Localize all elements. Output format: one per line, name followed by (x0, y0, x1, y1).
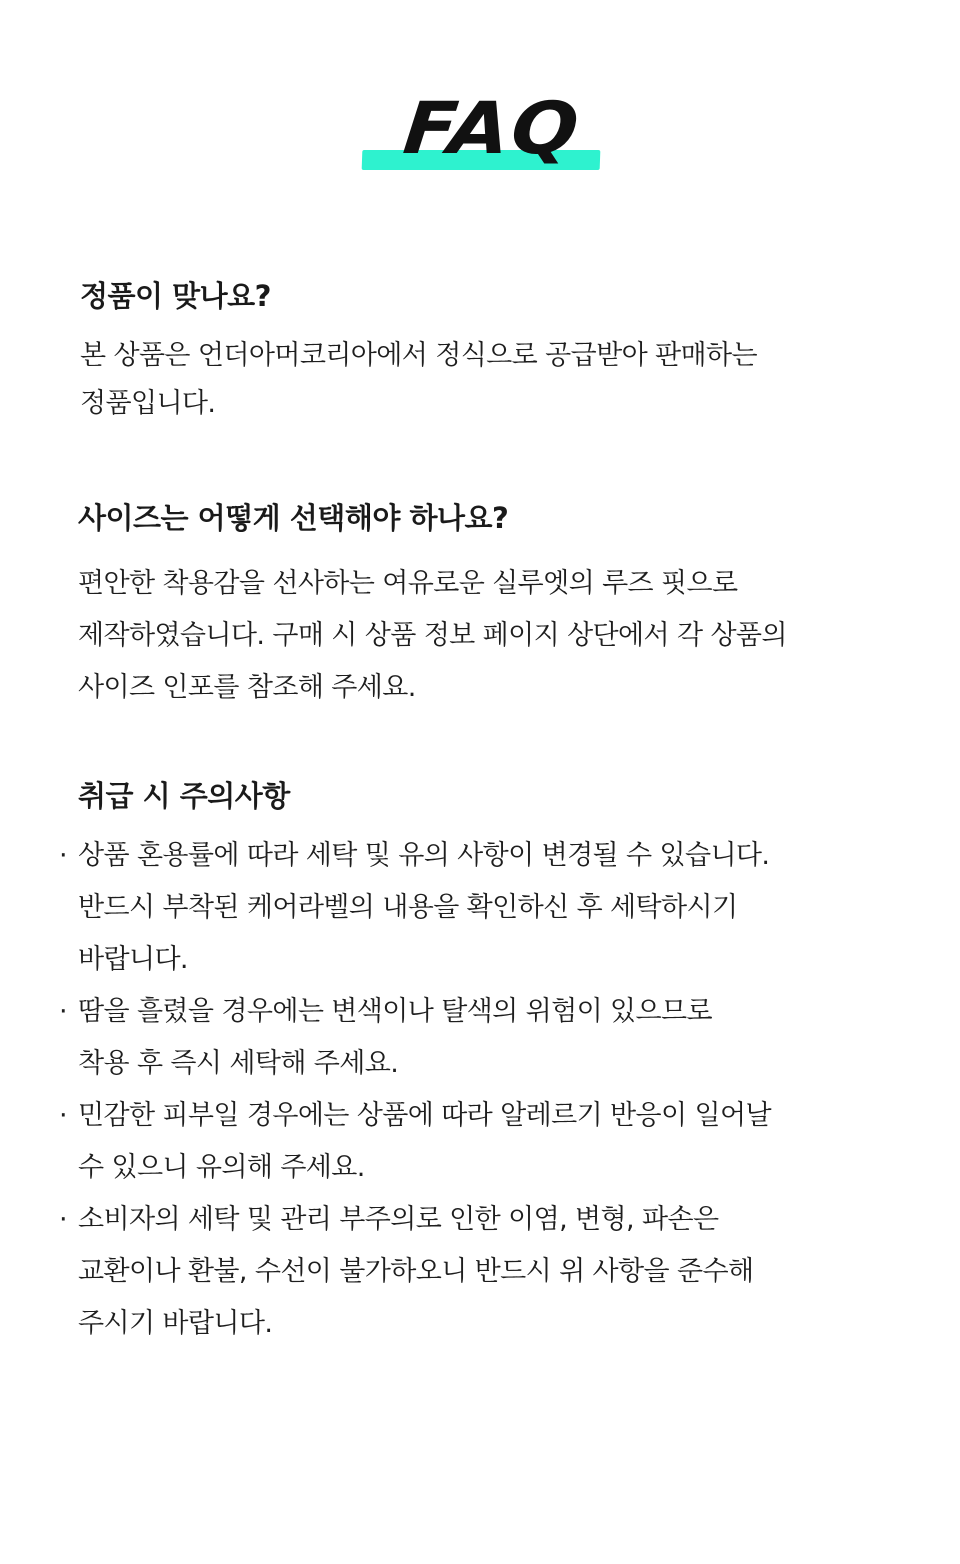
care-item (59, 830, 898, 986)
care-line: 착용 후 즉시 세탁해 주세요. (78, 1048, 399, 1079)
faq-answer (80, 332, 900, 428)
care-instructions (59, 776, 898, 1350)
care-item (59, 1194, 898, 1350)
care-line: 교환이나 환불, 수선이 불가하오니 반드시 위 사항을 준수해 (78, 1256, 754, 1287)
care-line: 민감한 피부일 경우에는 상품에 따라 알레르기 반응이 일어날 (78, 1100, 771, 1131)
care-line: 상품 혼용률에 따라 세탁 및 유의 사항이 변경될 수 있습니다. (78, 840, 770, 871)
bullet-icon: · (59, 840, 67, 871)
care-line: 소비자의 세탁 및 관리 부주의로 인한 이염, 변형, 파손은 (78, 1204, 719, 1235)
answer-line: 제작하였습니다. 구매 시 상품 정보 페이지 상단에서 각 상품의 (78, 620, 787, 651)
care-line: 주시기 바랍니다. (78, 1308, 273, 1339)
logo-text: FAQ (399, 87, 585, 171)
bullet-icon: · (59, 1100, 67, 1131)
answer-line: 편안한 착용감을 선사하는 여유로운 실루엣의 루즈 핏으로 (78, 568, 738, 599)
care-line: 바랍니다. (78, 944, 188, 975)
faq-item-size (78, 498, 898, 714)
care-list (59, 830, 898, 1350)
faq-question: 사이즈는 어떻게 선택해야 하나요? (78, 501, 509, 535)
bullet-icon: · (59, 1204, 67, 1235)
care-item (59, 1090, 898, 1194)
faq-question: 정품이 맞나요? (80, 279, 272, 313)
faq-answer (78, 558, 898, 714)
care-line: 반드시 부착된 케어라벨의 내용을 확인하신 후 세탁하시기 (78, 892, 738, 923)
care-line: 수 있으니 유의해 주세요. (78, 1152, 365, 1183)
faq-logo (362, 87, 602, 174)
bullet-icon: · (59, 996, 67, 1027)
care-item (59, 986, 898, 1090)
answer-line: 본 상품은 언더아머코리아에서 정식으로 공급받아 판매하는 (80, 340, 757, 371)
answer-line: 사이즈 인포를 참조해 주세요. (78, 672, 416, 703)
care-title: 취급 시 주의사항 (78, 779, 290, 813)
faq-item-authentic (80, 276, 900, 428)
answer-line: 정품입니다. (80, 388, 216, 419)
care-line: 땀을 흘렸을 경우에는 변색이나 탈색의 위험이 있으므로 (78, 996, 712, 1027)
